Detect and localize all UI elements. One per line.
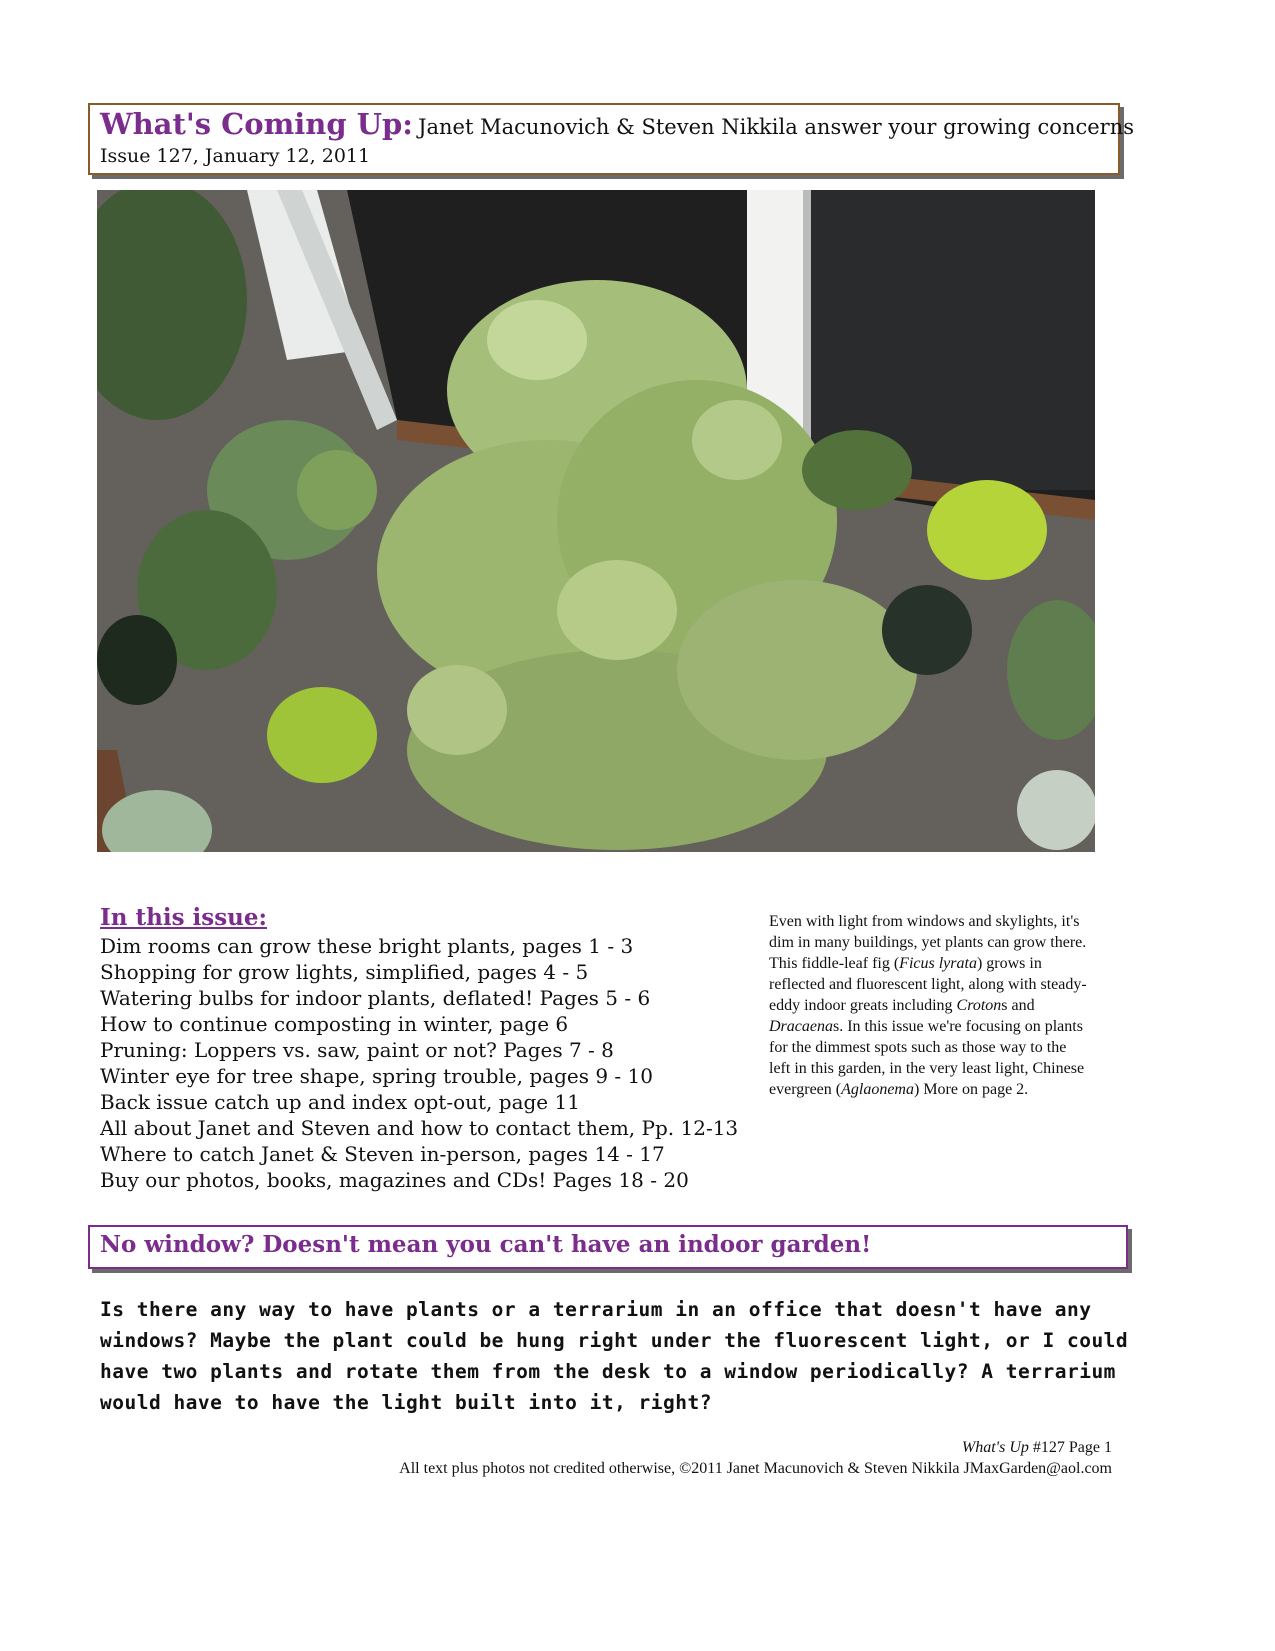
footer-page-line: [399, 1437, 1112, 1458]
caption-latin-name: Aglaonema: [841, 1081, 914, 1098]
caption-text: s and: [1001, 997, 1035, 1014]
caption-text: ) More on page 2.: [913, 1081, 1029, 1098]
plant-photo-illustration: [97, 190, 1095, 852]
caption-text: s. In this issue we're focusing on plants for the dimmest spots such as those way to the left in this garden, in the very least light, Chinese evergreen (: [769, 1018, 1085, 1098]
toc-item: Buy our photos, books, magazines and CDs! Pages 18 - 20: [100, 1168, 689, 1192]
caption-text: ) grows in reflected and fluorescent light, along with steady-eddy indoor greats including: [769, 955, 1087, 1014]
footer-copyright: All text plus photos not credited otherwise, ©2011 Janet Macunovich & Steven Nikkila JMaxGarden@aol.com: [399, 1460, 1112, 1477]
header-line: [100, 107, 1134, 141]
caption-text: Even with light from windows and skylights, it's dim in many buildings, yet plants can grow there. This fiddle-leaf fig (: [769, 913, 1087, 972]
page-footer: [399, 1437, 1112, 1479]
newsletter-title: What's Coming Up:: [100, 107, 413, 141]
header-box: [88, 103, 1135, 175]
toc-item: Back issue catch up and index opt-out, page 11: [100, 1090, 580, 1114]
toc-item: Shopping for grow lights, simplified, pages 4 - 5: [100, 960, 589, 984]
newsletter-subtitle: Janet Macunovich & Steven Nikkila answer your growing concerns: [418, 115, 1135, 139]
toc-item: How to continue composting in winter, page 6: [100, 1012, 569, 1036]
toc-heading: In this issue:: [100, 904, 268, 931]
toc-item: Winter eye for tree shape, spring trouble, pages 9 - 10: [100, 1064, 653, 1088]
caption-latin-name: Ficus lyrata: [899, 955, 977, 972]
table-of-contents: [100, 903, 760, 1193]
toc-list: [100, 933, 760, 1193]
section-title: No window? Doesn't mean you can't have an indoor garden!: [100, 1231, 872, 1258]
toc-item: Dim rooms can grow these bright plants, pages 1 - 3: [100, 934, 634, 958]
photo-caption: [769, 911, 1089, 1100]
caption-latin-name: Croton: [956, 997, 1002, 1014]
toc-item: Where to catch Janet & Steven in-person, pages 14 - 17: [100, 1142, 665, 1166]
cover-photo: [97, 190, 1095, 852]
footer-page-number: #127 Page 1: [1028, 1439, 1112, 1456]
caption-latin-name: Dracaena: [769, 1018, 833, 1035]
issue-date: Issue 127, January 12, 2011: [100, 145, 371, 167]
section-header-box: [88, 1225, 1128, 1269]
toc-item: Pruning: Loppers vs. saw, paint or not? Pages 7 - 8: [100, 1038, 614, 1062]
toc-item: All about Janet and Steven and how to contact them, Pp. 12-13: [100, 1116, 739, 1140]
reader-question: Is there any way to have plants or a terrarium in an office that doesn't have any windows? Maybe the plant could be hung right under the fluorescent light, or I could have two plants and rotate them from the desk to a window periodically? A terrarium would have to have the light built into it, right?: [100, 1298, 1129, 1414]
footer-publication-name: What's Up: [961, 1439, 1029, 1456]
toc-item: Watering bulbs for indoor plants, deflated! Pages 5 - 6: [100, 986, 651, 1010]
